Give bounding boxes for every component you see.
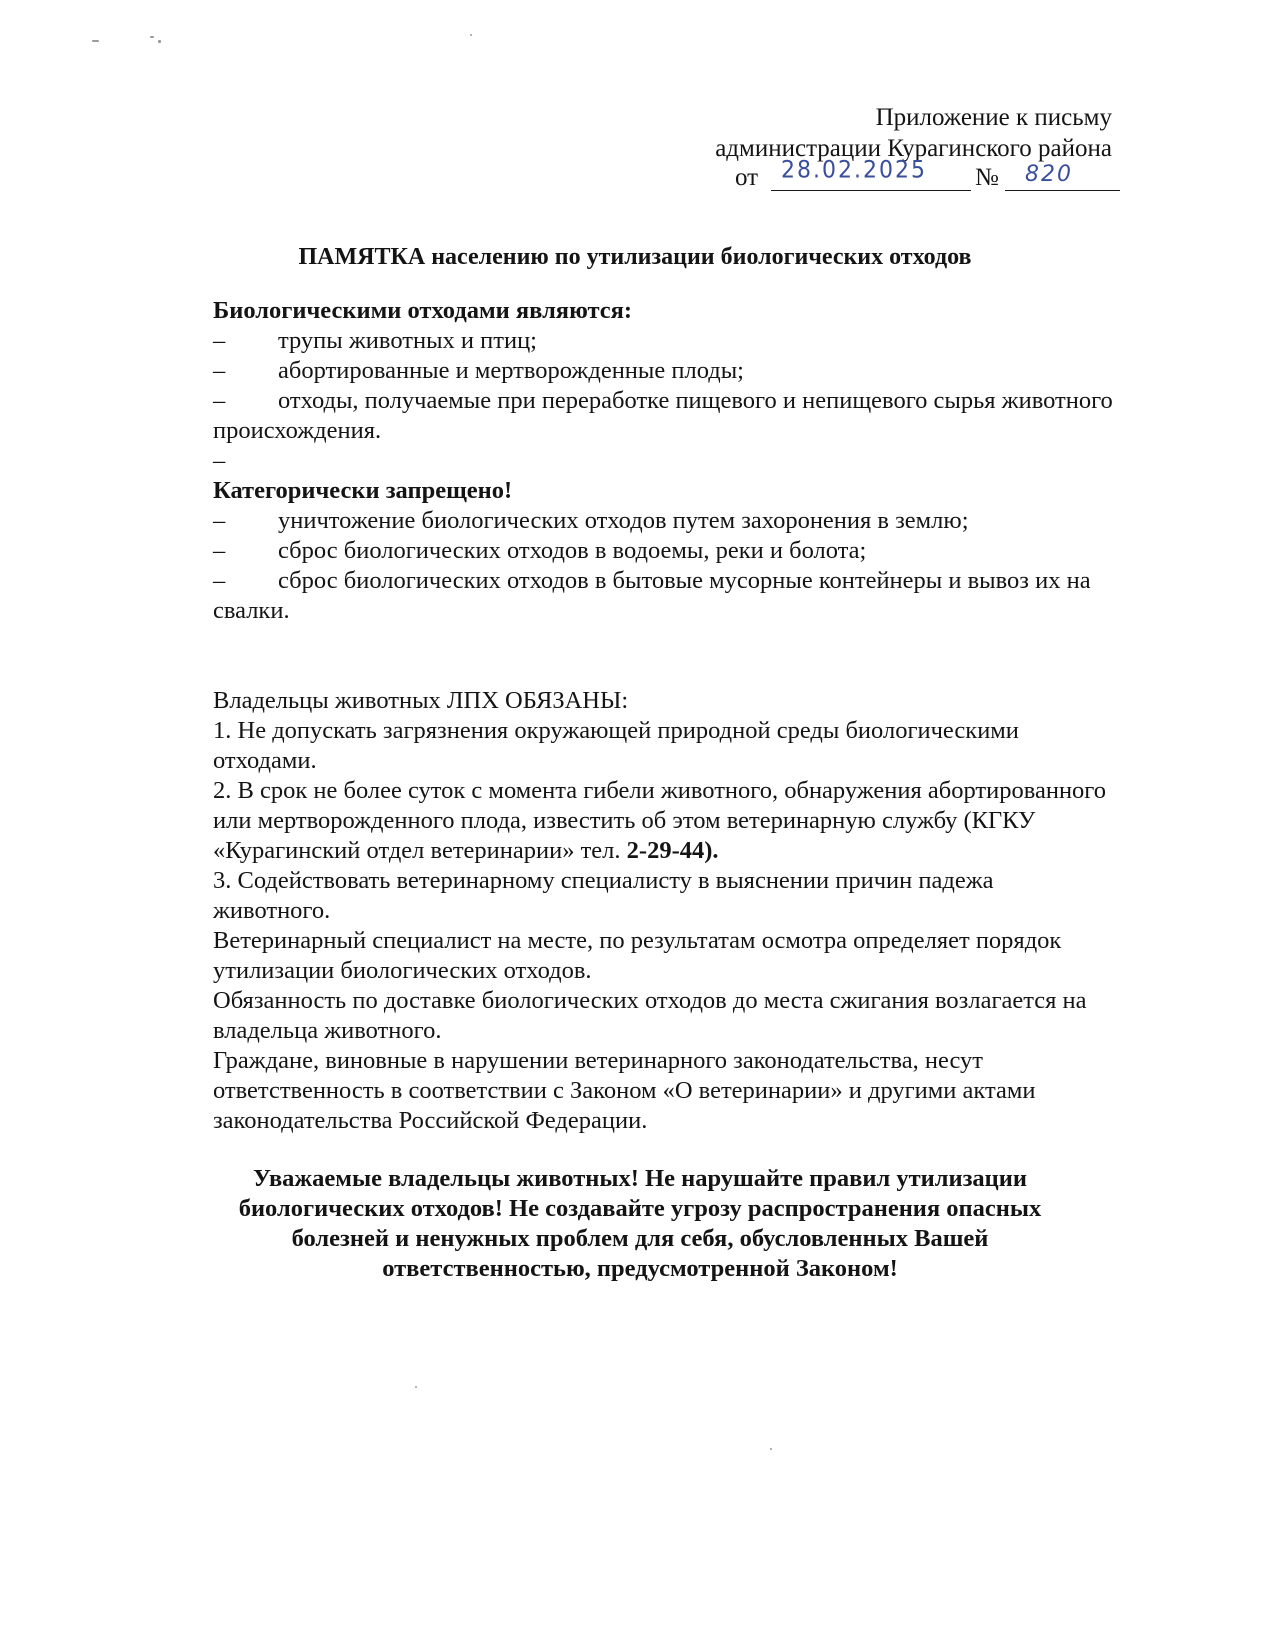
list-item bbox=[213, 386, 1113, 446]
number-underline bbox=[1005, 190, 1120, 191]
administration-line: администрации Курагинского района bbox=[715, 135, 1112, 162]
date-underline bbox=[771, 190, 971, 191]
list-item bbox=[213, 536, 1113, 566]
owners-item-2-text: 2. В срок не более суток с момента гибели животного, обнаружения абортированного или мертворожденного плода, известить об этом ветеринарную службу (КГКУ «Курагинский отдел ветеринарии» тел. bbox=[213, 777, 1106, 864]
dash-marker: – bbox=[213, 357, 226, 384]
prohibited-heading: Категорически запрещено! bbox=[213, 477, 513, 504]
dash-marker: – bbox=[213, 327, 226, 354]
list-item-text: трупы животных и птиц; bbox=[278, 327, 537, 354]
memo-body bbox=[213, 296, 1113, 1136]
date-label: от bbox=[735, 164, 759, 191]
dash-marker: – bbox=[213, 387, 226, 414]
dash-marker: – bbox=[213, 507, 226, 534]
spacer bbox=[213, 656, 1113, 686]
attachment-line: Приложение к письму bbox=[875, 104, 1112, 131]
stray-dash: – bbox=[213, 447, 226, 474]
list-item-text: сброс биологических отходов в водоемы, реки и болота; bbox=[278, 537, 867, 564]
spacer bbox=[213, 626, 1113, 656]
list-item-text: сброс биологических отходов в бытовые мусорные контейнеры и вывоз их на свалки. bbox=[213, 567, 1091, 624]
memo-title: ПАМЯТКА населению по утилизации биологических отходов bbox=[298, 244, 972, 270]
list-item bbox=[213, 506, 1113, 536]
list-item bbox=[213, 326, 1113, 356]
closing-appeal: Уважаемые владельцы животных! Не нарушайте правил утилизации биологических отходов! Не создавайте угрозу распространения опасных болезней и ненужных проблем для себя, обусловленных Вашей ответственностью, предусмотренной Законом! bbox=[238, 1165, 1042, 1282]
handwritten-number: 820 bbox=[1025, 162, 1073, 187]
attachment-header bbox=[660, 102, 1112, 164]
list-item-text: уничтожение биологических отходов путем захоронения в землю; bbox=[278, 507, 969, 534]
list-item-text: абортированные и мертворожденные плоды; bbox=[278, 357, 744, 384]
owners-item-2 bbox=[213, 776, 1113, 866]
owners-heading: Владельцы животных ЛПХ ОБЯЗАНЫ: bbox=[213, 687, 629, 714]
dash-marker: – bbox=[213, 537, 226, 564]
dash-marker: – bbox=[213, 567, 226, 594]
owners-item-3: 3. Содействовать ветеринарному специалисту в выяснении причин падежа животного. bbox=[213, 867, 994, 924]
list-item-text: отходы, получаемые при переработке пищевого и непищевого сырья животного происхождения. bbox=[213, 387, 1113, 444]
bio-waste-heading: Биологическими отходами являются: bbox=[213, 297, 633, 324]
number-label: № bbox=[975, 164, 999, 191]
scan-speck bbox=[158, 40, 161, 43]
date-number-row bbox=[735, 157, 1120, 194]
liability-paragraph: Граждане, виновные в нарушении ветеринарного законодательства, несут ответственность в соответствии с Законом «О ветеринарии» и другими актами законодательства Российской Федерации. bbox=[213, 1047, 1036, 1134]
scan-speck bbox=[470, 34, 472, 36]
vet-phone: 2-29-44). bbox=[626, 837, 719, 864]
list-item bbox=[213, 356, 1113, 386]
scan-speck bbox=[92, 40, 99, 42]
list-item bbox=[213, 566, 1113, 626]
scan-speck bbox=[150, 36, 154, 38]
owners-item-1: 1. Не допускать загрязнения окружающей природной среды биологическими отходами. bbox=[213, 717, 1019, 774]
vet-specialist-paragraph: Ветеринарный специалист на месте, по результатам осмотра определяет порядок утилизации биологических отходов. bbox=[213, 927, 1062, 984]
delivery-duty-paragraph: Обязанность по доставке биологических отходов до места сжигания возлагается на владельца животного. bbox=[213, 987, 1087, 1044]
handwritten-date: 28.02.2025 bbox=[781, 157, 927, 184]
scan-speck bbox=[770, 1448, 772, 1450]
scan-speck bbox=[415, 1386, 417, 1388]
